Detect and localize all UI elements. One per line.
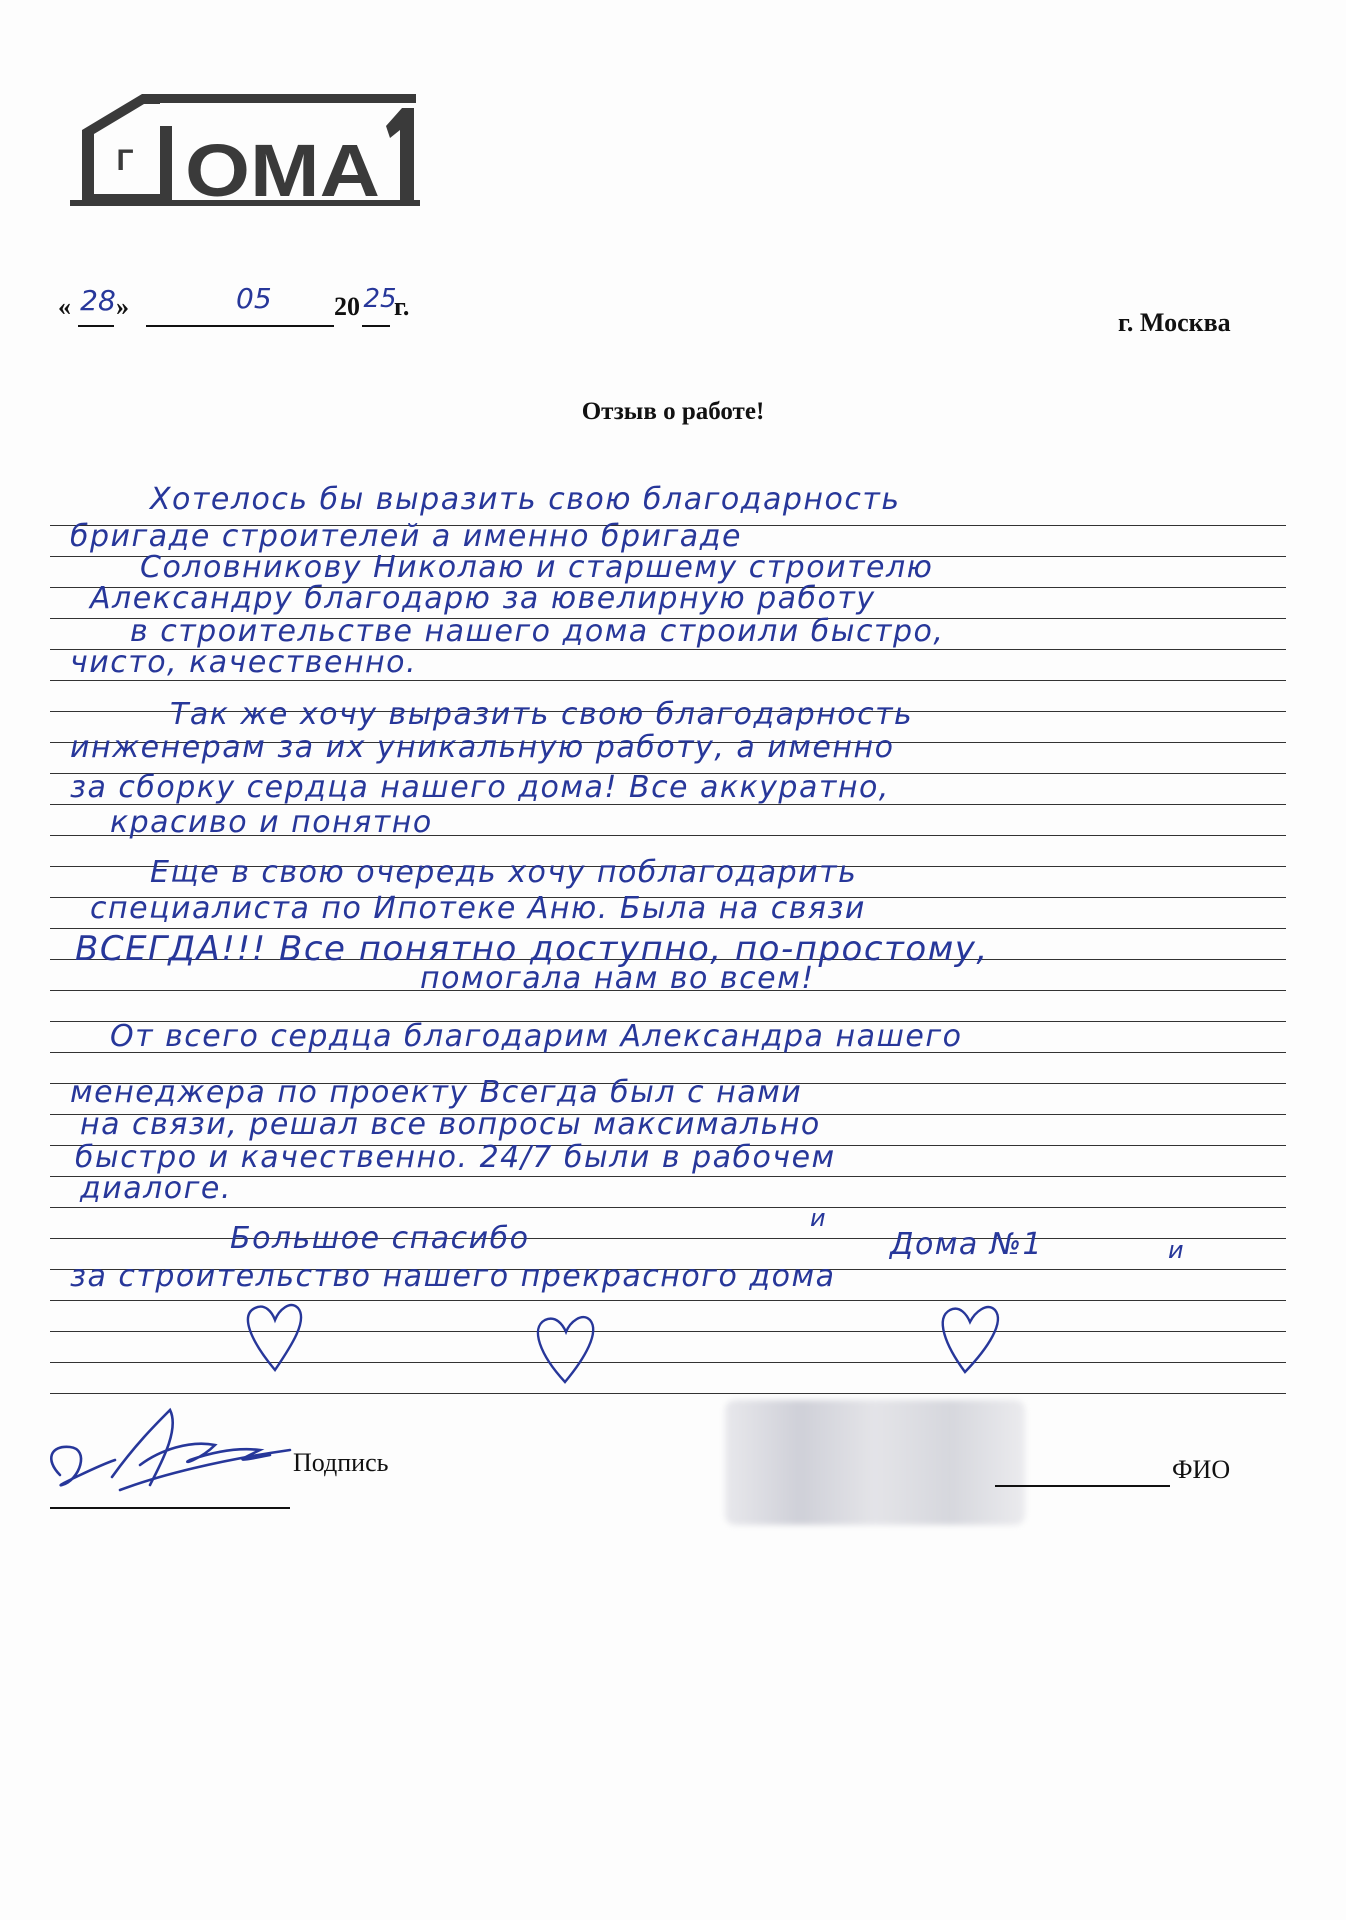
review-line: быстро и качественно. 24/7 были в рабочем — [75, 1140, 836, 1175]
review-line: чисто, качественно. — [70, 645, 418, 680]
review-line: менеджера по проекту Всегда был с нами — [70, 1075, 803, 1110]
review-line: на связи, решал все вопросы максимально — [80, 1107, 821, 1142]
date-year-suffix: 25 — [363, 284, 397, 314]
date-year-prefix: 20 — [334, 292, 360, 321]
review-line: в строительстве нашего дома строили быстро, — [130, 614, 945, 649]
review-line: диалоге. — [80, 1171, 232, 1206]
review-line: за строительство нашего прекрасного дома — [70, 1259, 836, 1294]
review-line: Хотелось бы выразить свою благодарность — [150, 482, 901, 517]
date-month-underline — [146, 325, 334, 327]
redacted-name — [725, 1400, 1025, 1525]
ruled-line — [50, 680, 1286, 681]
date-close-quote: » — [116, 292, 129, 321]
review-line: помогала нам во всем! — [420, 961, 815, 996]
review-line: Дома №1 — [890, 1227, 1044, 1262]
review-line: Соловникову Николаю и старшему строителю — [140, 550, 934, 585]
review-line: инженерам за их уникальную работу, а именно — [70, 730, 895, 765]
date-month: 05 — [236, 282, 272, 315]
heart-icon — [943, 1307, 998, 1372]
date-day-underline — [78, 325, 114, 327]
review-line: за сборку сердца нашего дома! Все аккуратно, — [70, 770, 890, 805]
review-line: От всего сердца благодарим Александра нашего — [110, 1019, 963, 1054]
heart-icon — [248, 1305, 301, 1370]
review-line: и — [1168, 1236, 1186, 1264]
ruled-line — [50, 1176, 1286, 1177]
review-line: красиво и понятно — [110, 805, 433, 840]
signature-label: Подпись — [293, 1448, 389, 1477]
review-line: Большое спасибо — [230, 1221, 530, 1256]
review-line: специалиста по Ипотеке Аню. Была на связи — [90, 891, 866, 926]
city: г. Москва — [1118, 308, 1231, 337]
date-day: 28 — [80, 284, 116, 317]
doma1-logo — [70, 88, 420, 213]
hearts-doodles — [0, 1290, 1346, 1400]
date-open-quote: « — [58, 292, 71, 321]
date-year-postfix: г. — [394, 292, 410, 321]
review-line: ВСЕГДА!!! Все понятно доступно, по-простому, — [75, 929, 989, 969]
ruled-line — [50, 1207, 1286, 1208]
document-title: Отзыв о работе! — [581, 398, 765, 425]
fio-label: ФИО — [1172, 1455, 1231, 1484]
logo-digit: 1 — [70, 88, 71, 89]
date-year-underline — [362, 325, 390, 327]
heart-icon — [538, 1317, 593, 1382]
logo-brand-text: ОМА — [185, 129, 380, 212]
review-line: Александру благодарю за ювелирную работу — [90, 581, 876, 616]
review-line: Так же хочу выразить свою благодарность — [170, 697, 914, 732]
review-line: Еще в свою очередь хочу поблагодарить — [150, 855, 858, 890]
logo-letter: Г — [116, 144, 134, 177]
review-line: бригаде строителей а именно бригаде — [70, 519, 742, 554]
review-line: и — [810, 1204, 828, 1232]
fio-underline — [995, 1485, 1170, 1487]
